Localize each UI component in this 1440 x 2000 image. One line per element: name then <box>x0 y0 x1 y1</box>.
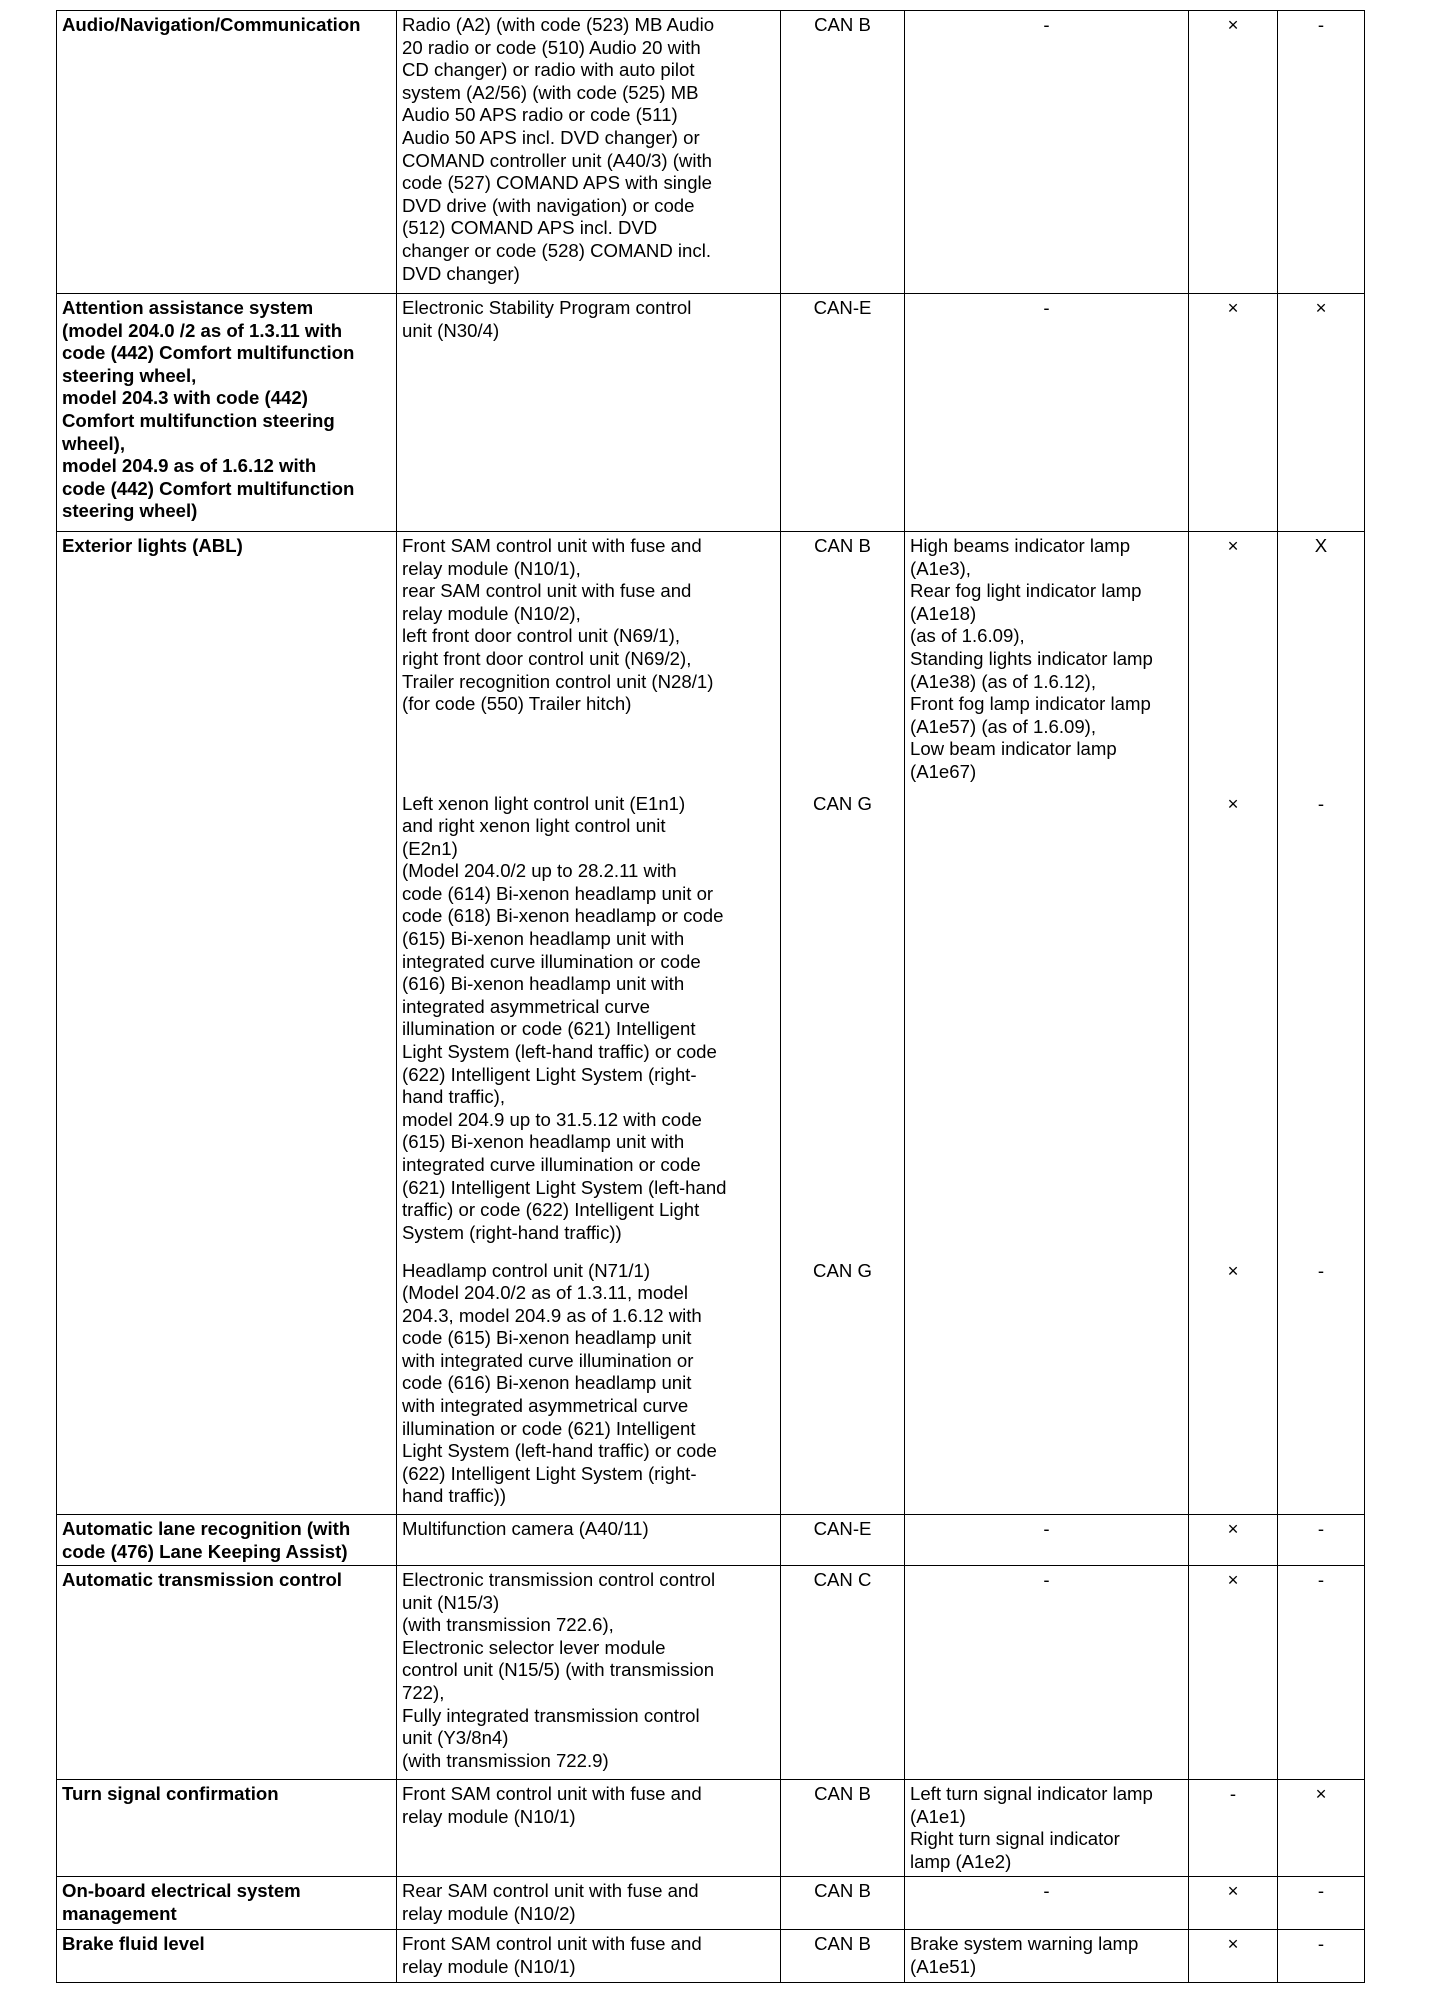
mark-cell-6: - <box>1278 1877 1365 1930</box>
table-row <box>57 1877 1365 1930</box>
control-unit-cell: Rear SAM control unit with fuse and relay module (N10/2) <box>397 1877 781 1930</box>
can-bus-cell: CAN G <box>781 790 905 1257</box>
can-bus-cell: CAN B <box>781 1930 905 1983</box>
can-bus-cell: CAN B <box>781 1780 905 1877</box>
mark-cell-5: × <box>1189 790 1278 1257</box>
indicator-cell: Brake system warning lamp (A1e51) <box>905 1930 1189 1983</box>
mark-cell-6: - <box>1278 1257 1365 1515</box>
table-row <box>57 790 1365 1257</box>
function-cell: Brake fluid level <box>57 1930 397 1983</box>
table-row <box>57 1930 1365 1983</box>
mark-cell-6: X <box>1278 532 1365 790</box>
control-unit-cell: Front SAM control unit with fuse and relay module (N10/1), rear SAM control unit with fuse and relay module (N10/2), left front door control unit (N69/1), right front door control unit (N69/2), Trailer recognition control unit (N28/1) (for code (550) Trailer hitch) <box>397 532 781 790</box>
can-bus-cell: CAN B <box>781 532 905 790</box>
can-bus-cell: CAN-E <box>781 294 905 532</box>
mark-cell-5: × <box>1189 1257 1278 1515</box>
control-unit-cell: Front SAM control unit with fuse and relay module (N10/1) <box>397 1780 781 1877</box>
can-bus-cell: CAN G <box>781 1257 905 1515</box>
function-cell: On-board electrical system management <box>57 1877 397 1930</box>
function-cell: Exterior lights (ABL) <box>57 532 397 790</box>
indicator-cell: - <box>905 1877 1189 1930</box>
mark-cell-6: - <box>1278 11 1365 294</box>
indicator-cell <box>905 1257 1189 1515</box>
indicator-cell: High beams indicator lamp (A1e3), Rear fog light indicator lamp (A1e18) (as of 1.6.09), Standing lights indicator lamp (A1e38) (as of 1.6.12), Front fog lamp indicator lamp (A1e57) (as of 1.6.09), Low beam indicator lamp (A1e67) <box>905 532 1189 790</box>
mark-cell-6: - <box>1278 790 1365 1257</box>
control-unit-cell: Headlamp control unit (N71/1) (Model 204.0/2 as of 1.3.11, model 204.3, model 204.9 as of 1.6.12 with code (615) Bi-xenon headlamp unit with integrated curve illumination or code (616) Bi-xenon headlamp unit with integrated asymmetrical curve illumination or code (621) Intelligent Light System (left-hand traffic) or code (622) Intelligent Light System (right- hand traffic)) <box>397 1257 781 1515</box>
indicator-cell <box>905 790 1189 1257</box>
indicator-cell: - <box>905 294 1189 532</box>
mark-cell-6: - <box>1278 1930 1365 1983</box>
function-cell: Audio/Navigation/Communication <box>57 11 397 294</box>
table-row <box>57 11 1365 294</box>
control-unit-cell: Left xenon light control unit (E1n1) and right xenon light control unit (E2n1) (Model 204.0/2 up to 28.2.11 with code (614) Bi-xenon headlamp unit or code (618) Bi-xenon headlamp or code (615) Bi-xenon headlamp unit with integrated curve illumination or code (616) Bi-xenon headlamp unit with integrated asymmetrical curve illumination or code (621) Intelligent Light System (left-hand traffic) or code (622) Intelligent Light System (right- hand traffic), model 204.9 up to 31.5.12 with code (615) Bi-xenon headlamp unit with integrated curve illumination or code (621) Intelligent Light System (left-hand traffic) or code (622) Intelligent Light System (right-hand traffic)) <box>397 790 781 1257</box>
can-bus-cell: CAN B <box>781 1877 905 1930</box>
can-bus-cell: CAN C <box>781 1566 905 1780</box>
can-bus-cell: CAN B <box>781 11 905 294</box>
function-cell: Turn signal confirmation <box>57 1780 397 1877</box>
mark-cell-5: × <box>1189 1566 1278 1780</box>
mark-cell-5: × <box>1189 1515 1278 1566</box>
control-unit-cell: Front SAM control unit with fuse and relay module (N10/1) <box>397 1930 781 1983</box>
function-cell: Attention assistance system (model 204.0 /2 as of 1.3.11 with code (442) Comfort multifunction steering wheel, model 204.3 with code (442) Comfort multifunction steering wheel), model 204.9 as of 1.6.12 with code (442) Comfort multifunction steering wheel) <box>57 294 397 532</box>
mark-cell-6: × <box>1278 294 1365 532</box>
indicator-cell: - <box>905 1566 1189 1780</box>
table-row <box>57 294 1365 532</box>
mark-cell-6: - <box>1278 1566 1365 1780</box>
mark-cell-5: × <box>1189 11 1278 294</box>
control-unit-cell: Electronic transmission control control unit (N15/3) (with transmission 722.6), Electronic selector lever module control unit (N15/5) (with transmission 722), Fully integrated transmission control unit (Y3/8n4) (with transmission 722.9) <box>397 1566 781 1780</box>
function-cell <box>57 1257 397 1515</box>
function-cell: Automatic lane recognition (with code (476) Lane Keeping Assist) <box>57 1515 397 1566</box>
table-row <box>57 532 1365 790</box>
mark-cell-6: × <box>1278 1780 1365 1877</box>
control-unit-cell: Multifunction camera (A40/11) <box>397 1515 781 1566</box>
table-row <box>57 1257 1365 1515</box>
can-bus-cell: CAN-E <box>781 1515 905 1566</box>
mark-cell-5: × <box>1189 294 1278 532</box>
indicator-cell: - <box>905 1515 1189 1566</box>
table-row <box>57 1566 1365 1780</box>
indicator-cell: - <box>905 11 1189 294</box>
table-row <box>57 1780 1365 1877</box>
can-function-table <box>56 10 1365 1983</box>
mark-cell-5: × <box>1189 1930 1278 1983</box>
table-row <box>57 1515 1365 1566</box>
indicator-cell: Left turn signal indicator lamp (A1e1) Right turn signal indicator lamp (A1e2) <box>905 1780 1189 1877</box>
function-cell: Automatic transmission control <box>57 1566 397 1780</box>
control-unit-cell: Electronic Stability Program control unit (N30/4) <box>397 294 781 532</box>
mark-cell-5: - <box>1189 1780 1278 1877</box>
mark-cell-6: - <box>1278 1515 1365 1566</box>
function-cell <box>57 790 397 1257</box>
control-unit-cell: Radio (A2) (with code (523) MB Audio 20 radio or code (510) Audio 20 with CD changer) or radio with auto pilot system (A2/56) (with code (525) MB Audio 50 APS radio or code (511) Audio 50 APS incl. DVD changer) or COMAND controller unit (A40/3) (with code (527) COMAND APS with single DVD drive (with navigation) or code (512) COMAND APS incl. DVD changer or code (528) COMAND incl. DVD changer) <box>397 11 781 294</box>
mark-cell-5: × <box>1189 532 1278 790</box>
mark-cell-5: × <box>1189 1877 1278 1930</box>
